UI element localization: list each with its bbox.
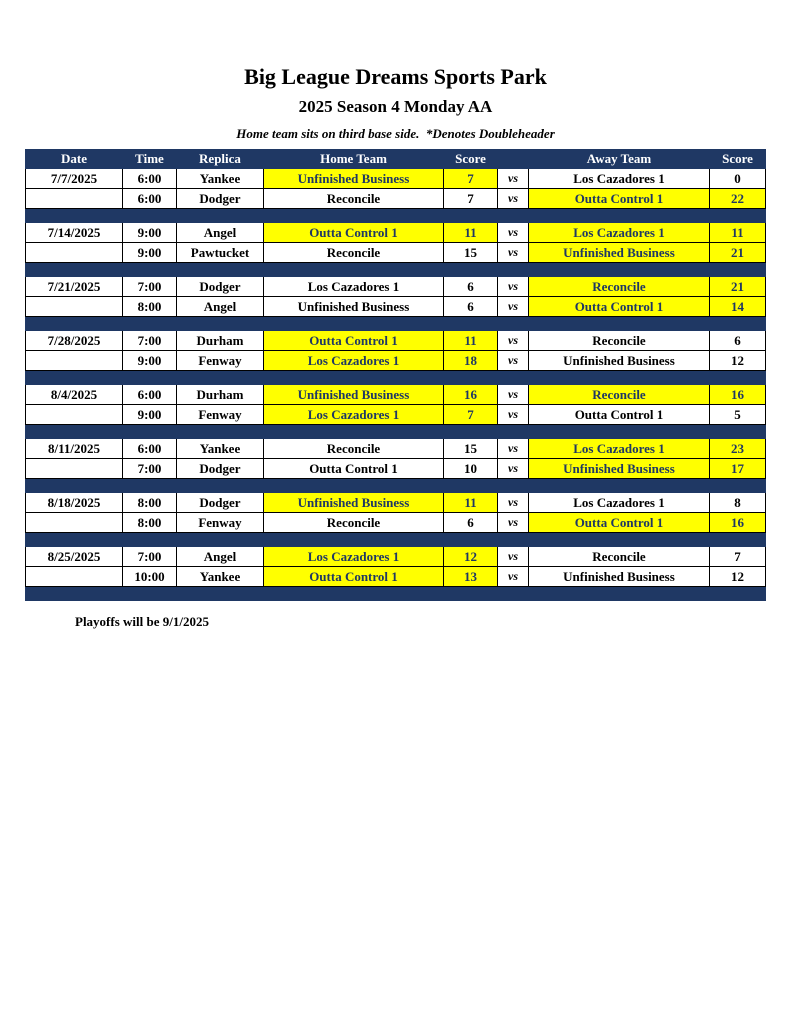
date-cell: 8/25/2025 [26, 547, 123, 567]
group-separator [26, 425, 766, 439]
time-cell: 6:00 [123, 385, 177, 405]
home-score-cell: 11 [444, 223, 498, 243]
home-score-cell: 7 [444, 405, 498, 425]
away-score-cell: 7 [710, 547, 766, 567]
replica-cell: Durham [177, 331, 264, 351]
column-header-vs [498, 150, 529, 169]
time-cell: 7:00 [123, 547, 177, 567]
away-team-cell: Outta Control 1 [529, 405, 710, 425]
time-cell: 8:00 [123, 297, 177, 317]
away-score-cell: 21 [710, 243, 766, 263]
game-row [26, 385, 766, 405]
vs-cell: vs [498, 331, 529, 351]
replica-cell: Yankee [177, 567, 264, 587]
home-score-cell: 7 [444, 189, 498, 209]
away-team-cell: Los Cazadores 1 [529, 493, 710, 513]
home-team-cell: Reconcile [264, 513, 444, 533]
group-separator [26, 479, 766, 493]
playoffs-note: Playoffs will be 9/1/2025 [75, 614, 209, 629]
time-cell: 6:00 [123, 189, 177, 209]
home-team-cell: Unfinished Business [264, 385, 444, 405]
away-team-cell: Los Cazadores 1 [529, 223, 710, 243]
time-cell: 7:00 [123, 459, 177, 479]
game-row [26, 331, 766, 351]
vs-cell: vs [498, 547, 529, 567]
home-score-cell: 6 [444, 513, 498, 533]
group-separator [26, 533, 766, 547]
home-team-cell: Outta Control 1 [264, 223, 444, 243]
replica-cell: Pawtucket [177, 243, 264, 263]
home-score-cell: 6 [444, 297, 498, 317]
away-team-cell: Los Cazadores 1 [529, 439, 710, 459]
time-cell: 9:00 [123, 351, 177, 371]
replica-cell: Fenway [177, 351, 264, 371]
date-cell: 8/11/2025 [26, 439, 123, 459]
away-team-cell: Reconcile [529, 385, 710, 405]
game-row [26, 243, 766, 263]
away-score-cell: 21 [710, 277, 766, 297]
replica-cell: Durham [177, 385, 264, 405]
column-header-home-team: Home Team [264, 150, 444, 169]
away-score-cell: 14 [710, 297, 766, 317]
vs-cell: vs [498, 459, 529, 479]
away-team-cell: Outta Control 1 [529, 513, 710, 533]
group-separator-row [26, 371, 766, 385]
time-cell: 9:00 [123, 243, 177, 263]
date-cell [26, 243, 123, 263]
time-cell: 8:00 [123, 493, 177, 513]
vs-cell: vs [498, 297, 529, 317]
away-score-cell: 6 [710, 331, 766, 351]
time-cell: 9:00 [123, 405, 177, 425]
vs-cell: vs [498, 513, 529, 533]
home-team-cell: Outta Control 1 [264, 567, 444, 587]
time-cell: 7:00 [123, 277, 177, 297]
vs-cell: vs [498, 493, 529, 513]
game-row [26, 567, 766, 587]
home-team-cell: Outta Control 1 [264, 331, 444, 351]
away-score-cell: 0 [710, 169, 766, 189]
away-team-cell: Unfinished Business [529, 351, 710, 371]
home-team-cell: Unfinished Business [264, 297, 444, 317]
home-score-cell: 13 [444, 567, 498, 587]
column-header-away-team-away: Away Team [529, 150, 710, 169]
home-score-cell: 18 [444, 351, 498, 371]
replica-cell: Fenway [177, 405, 264, 425]
away-score-cell: 23 [710, 439, 766, 459]
vs-cell: vs [498, 243, 529, 263]
time-cell: 9:00 [123, 223, 177, 243]
away-score-cell: 12 [710, 351, 766, 371]
away-team-cell: Unfinished Business [529, 243, 710, 263]
vs-cell: vs [498, 567, 529, 587]
home-team-cell: Los Cazadores 1 [264, 547, 444, 567]
game-row [26, 493, 766, 513]
time-cell: 10:00 [123, 567, 177, 587]
schedule-table-body [26, 169, 766, 601]
home-team-cell: Unfinished Business [264, 169, 444, 189]
away-score-cell: 22 [710, 189, 766, 209]
group-separator [26, 209, 766, 223]
time-cell: 6:00 [123, 439, 177, 459]
group-separator [26, 263, 766, 277]
group-separator-row [26, 533, 766, 547]
game-row [26, 513, 766, 533]
column-header-score: Score [444, 150, 498, 169]
date-cell: 8/4/2025 [26, 385, 123, 405]
vs-cell: vs [498, 351, 529, 371]
home-score-cell: 12 [444, 547, 498, 567]
game-row [26, 351, 766, 371]
away-score-cell: 16 [710, 513, 766, 533]
game-row [26, 223, 766, 243]
home-team-cell: Reconcile [264, 189, 444, 209]
home-score-cell: 7 [444, 169, 498, 189]
vs-cell: vs [498, 405, 529, 425]
away-team-cell: Unfinished Business [529, 459, 710, 479]
replica-cell: Angel [177, 223, 264, 243]
group-separator-row [26, 317, 766, 331]
date-cell [26, 459, 123, 479]
replica-cell: Yankee [177, 439, 264, 459]
page-title: Big League Dreams Sports Park [244, 64, 547, 89]
date-cell: 7/21/2025 [26, 277, 123, 297]
away-team-cell: Outta Control 1 [529, 297, 710, 317]
group-separator-row [26, 209, 766, 223]
home-score-cell: 10 [444, 459, 498, 479]
away-team-cell: Reconcile [529, 547, 710, 567]
page-subtitle: 2025 Season 4 Monday AA [298, 97, 493, 116]
replica-cell: Angel [177, 297, 264, 317]
game-row [26, 547, 766, 567]
vs-cell: vs [498, 189, 529, 209]
home-score-cell: 15 [444, 243, 498, 263]
replica-cell: Dodger [177, 189, 264, 209]
date-cell: 7/28/2025 [26, 331, 123, 351]
replica-cell: Dodger [177, 459, 264, 479]
replica-cell: Fenway [177, 513, 264, 533]
replica-cell: Yankee [177, 169, 264, 189]
away-score-cell: 8 [710, 493, 766, 513]
home-team-note: Home team sits on third base side. *Denotes Doubleheader [236, 126, 555, 141]
home-score-cell: 6 [444, 277, 498, 297]
home-score-cell: 11 [444, 331, 498, 351]
home-team-cell: Reconcile [264, 243, 444, 263]
column-header-score-away: Score [710, 150, 766, 169]
group-separator-row [26, 425, 766, 439]
vs-cell: vs [498, 169, 529, 189]
date-cell: 7/14/2025 [26, 223, 123, 243]
away-score-cell: 16 [710, 385, 766, 405]
away-score-cell: 17 [710, 459, 766, 479]
game-row [26, 297, 766, 317]
group-separator-row [26, 479, 766, 493]
date-cell: 7/7/2025 [26, 169, 123, 189]
away-team-cell: Outta Control 1 [529, 189, 710, 209]
home-team-cell: Reconcile [264, 439, 444, 459]
game-row [26, 439, 766, 459]
date-cell [26, 405, 123, 425]
group-separator-row [26, 587, 766, 601]
away-team-cell: Reconcile [529, 331, 710, 351]
home-score-cell: 11 [444, 493, 498, 513]
home-score-cell: 16 [444, 385, 498, 405]
vs-cell: vs [498, 223, 529, 243]
away-score-cell: 11 [710, 223, 766, 243]
date-cell [26, 351, 123, 371]
home-team-cell: Los Cazadores 1 [264, 351, 444, 371]
away-score-cell: 5 [710, 405, 766, 425]
vs-cell: vs [498, 385, 529, 405]
date-cell [26, 567, 123, 587]
away-team-cell: Los Cazadores 1 [529, 169, 710, 189]
game-row [26, 459, 766, 479]
game-row [26, 277, 766, 297]
date-cell [26, 297, 123, 317]
home-score-cell: 15 [444, 439, 498, 459]
date-cell: 8/18/2025 [26, 493, 123, 513]
date-cell [26, 513, 123, 533]
group-separator [26, 587, 766, 601]
away-team-cell: Unfinished Business [529, 567, 710, 587]
group-separator [26, 371, 766, 385]
replica-cell: Dodger [177, 277, 264, 297]
home-team-cell: Unfinished Business [264, 493, 444, 513]
game-row [26, 189, 766, 209]
time-cell: 7:00 [123, 331, 177, 351]
column-header-date: Date [26, 150, 123, 169]
table-header-row [26, 150, 766, 169]
date-cell [26, 189, 123, 209]
game-row [26, 169, 766, 189]
time-cell: 6:00 [123, 169, 177, 189]
away-score-cell: 12 [710, 567, 766, 587]
group-separator-row [26, 263, 766, 277]
away-team-cell: Reconcile [529, 277, 710, 297]
home-team-cell: Outta Control 1 [264, 459, 444, 479]
vs-cell: vs [498, 277, 529, 297]
column-header-time: Time [123, 150, 177, 169]
column-header-replica: Replica [177, 150, 264, 169]
home-team-cell: Los Cazadores 1 [264, 277, 444, 297]
group-separator [26, 317, 766, 331]
home-team-cell: Los Cazadores 1 [264, 405, 444, 425]
vs-cell: vs [498, 439, 529, 459]
replica-cell: Dodger [177, 493, 264, 513]
game-row [26, 405, 766, 425]
replica-cell: Angel [177, 547, 264, 567]
time-cell: 8:00 [123, 513, 177, 533]
schedule-table [25, 149, 766, 601]
